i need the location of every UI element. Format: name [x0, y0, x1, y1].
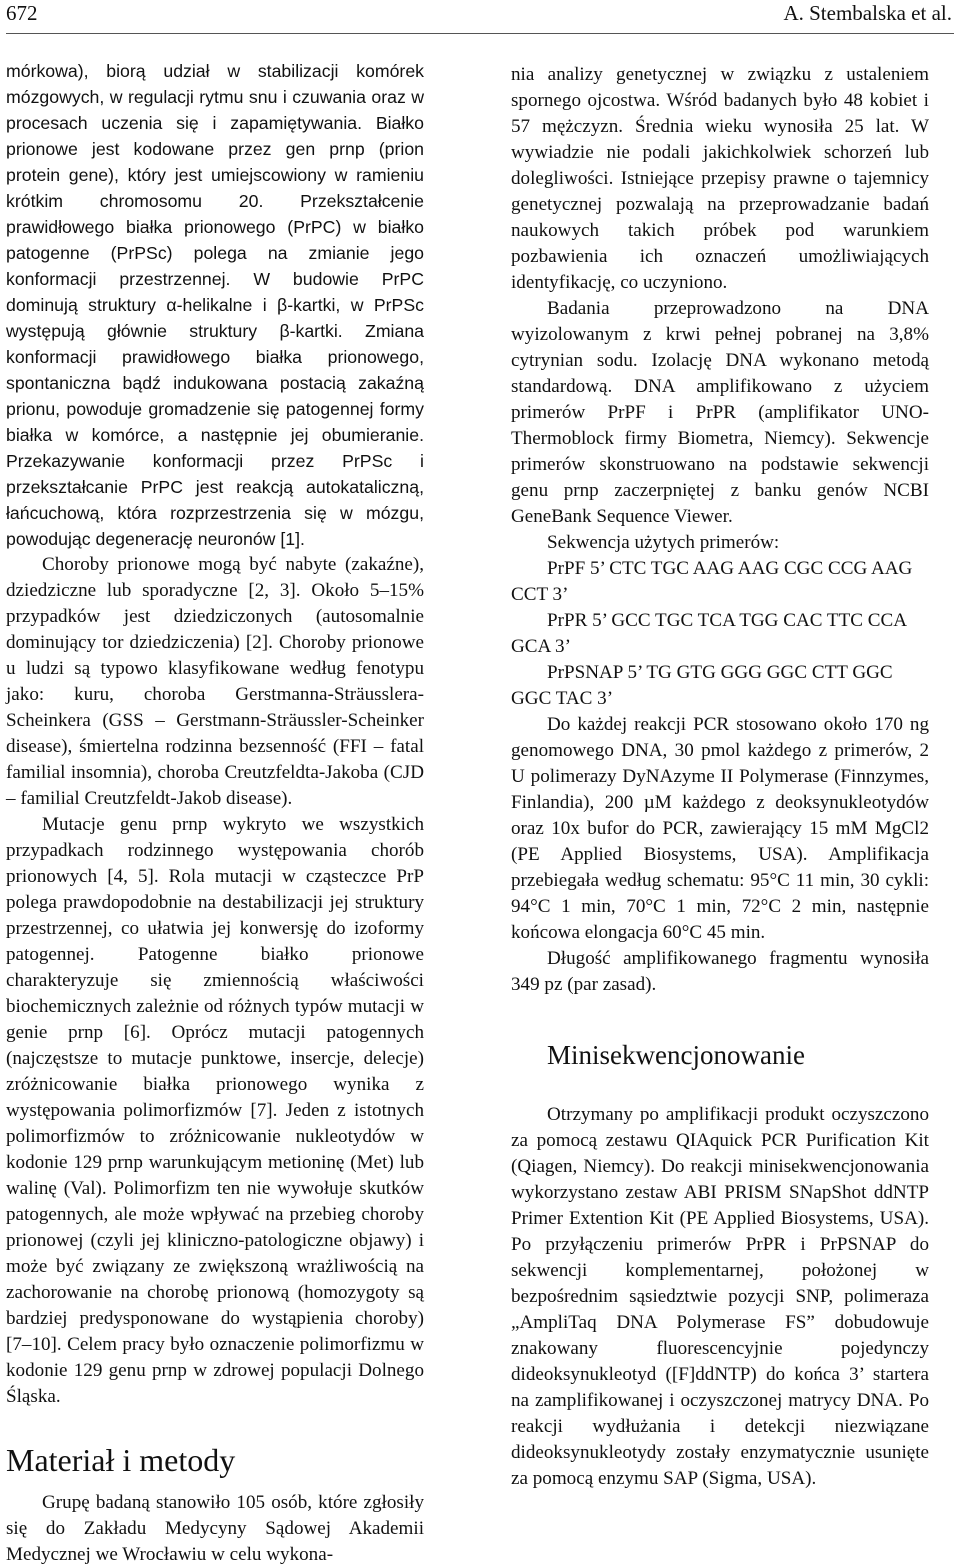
- running-head: A. Stembalska et al.: [783, 1, 952, 25]
- primer-sequence: PrPSNAP 5’ TG GTG GGG GGC CTT GGC GGC TAC 3’: [511, 662, 893, 709]
- body-paragraph: Otrzymany po amplifikacji produkt oczyszczono za pomocą zestawu QIAquick PCR Purification Kit (Qiagen, Niemcy). Do reakcji minisekwencjonowania wykorzystano zestaw ABI PRISM SNapShot ddNTP Primer Extention Kit (PE Applied Biosystems, USA). Po przyłączeniu primerów PrPR i PrPSNAP do sekwencji komplementarnej, położonej w bezpośrednim sąsiedztwie pozycji SNP, polimeraza „AmpliTaq DNA Polymerase FS” dobudowuje znakowany fluorescencyjnie pojedynczy dideoksynukleotyd ([F]ddNTP) do końca 3’ startera na zamplifikowanej i oczyszczonej matrycy DNA. Po reakcji wydłużania i detekcji niezwiązane dideoksynukleotydy zostały enzymatycznie usunięte za pomocą enzymu SAP (Sigma, USA).: [511, 1104, 929, 1489]
- primer-sequence: PrPR 5’ GCC TGC TCA TGG CAC TTC CCA GCA 3’: [511, 610, 906, 657]
- page-header: [0, 0, 960, 34]
- body-paragraph: Sekwencja użytych primerów:: [547, 532, 780, 553]
- header-rule: [6, 33, 954, 34]
- right-column: [511, 62, 929, 1492]
- section-heading: Materiał i metody: [6, 1442, 236, 1478]
- body-paragraph: Badania przeprowadzono na DNA wyizolowanym z krwi pełnej pobranej na 3,8% cytrynian sodu. Izolację DNA wykonano metodą standardową. DNA amplifikowano z użyciem primerów PrPF i PrPR (amplifikator UNO-Thermoblock firmy Biometra, Niemcy). Sekwencje primerów skonstruowano na podstawie sekwencji genu prnp zaczerpniętej z banku genów NCBI GeneBank Sequence Viewer.: [511, 298, 929, 527]
- body-paragraph: Długość amplifikowanego fragmentu wynosiła 349 pz (par zasad).: [511, 948, 929, 995]
- section-heading: Minisekwencjonowanie: [547, 1040, 805, 1070]
- body-paragraph: Mutacje genu prnp wykryto we wszystkich przypadkach rodzinnego występowania chorób prionowych [4, 5]. Rola mutacji w cząsteczce PrP polega prawdopodobnie na destabilizacji jej struktury przestrzennej, co ułatwia jej konwersję do izoformy patogennej. Patogenne białko prionowe charakteryzuje się zmiennością właściwości biochemicznych zależnie od różnych typów mutacji w genie prnp [6]. Oprócz mutacji patogennych (najczęstsze to mutacje punktowe, insercje, delecje) zróżnicowanie białka prionowego wynika z występowania polimorfizmów [7]. Jeden z istotnych polimorfizmów to zróżnicowanie nukleotydów w kodonie 129 prnp warunkującym metioninę (Met) lub walinę (Val). Polimorfizm ten nie wywołuje skutków patogennych, ale może wpływać na przebieg choroby prionowej (czyli jej kliniczno-patologiczne objawy) i może być związany ze zwiększoną wrażliwością na zachorowanie na chorobę prionową (homozygoty są bardziej predysponowane do wystąpienia choroby) [7–10]. Celem pracy było oznaczenie polimorfizmu w kodonie 129 genu prnp w zdrowej populacji Dolnego Śląska.: [6, 814, 424, 1407]
- body-paragraph: nia analizy genetycznej w związku z ustaleniem spornego ojcostwa. Wśród badanych było 48 kobiet i 57 mężczyzn. Średnia wieku wynosiła 25 lat. W wywiadzie nie podali jakichkolwiek schorzeń lub dolegliwości. Istniejące przepisy prawne o tajemnicy genetycznej pozwalają na przeprowadzanie badań naukowych takich próbek pod warunkiem pozbawienia ich oznaczeń umożliwiających identyfikację, co uczyniono.: [511, 64, 929, 293]
- body-paragraph: Grupę badaną stanowiło 105 osób, które zgłosiły się do Zakładu Medycyny Sądowej Akademii Medycznej we Wrocławiu w celu wykona-: [6, 1492, 424, 1565]
- body-paragraph: Do każdej reakcji PCR stosowano około 170 ng genomowego DNA, 30 pmol każdego z primerów, 2 U polimerazy DyNAzyme II Polymerase (Finnzymes, Finlandia), 200 µM każdego z deoksynukleotydów oraz 10x bufor do PCR, zawierający 15 mM MgCl2 (PE Applied Biosystems, USA). Amplifikacja przebiegała według schematu: 95°C 11 min, 30 cykli: 94°C 1 min, 70°C 1 min, 72°C 2 min, następnie końcowa elongacja 60°C 45 min.: [511, 714, 929, 943]
- left-column: [6, 58, 424, 1568]
- body-paragraph: mórkowa), biorą udział w stabilizacji komórek mózgowych, w regulacji rytmu snu i czuwania oraz w procesach uczenia się i zapamiętywania. Białko prionowe jest kodowane przez gen prnp (prion protein gene), który jest umiejscowiony w ramieniu krótkim chromosomu 20. Przekształcenie prawidłowego białka prionowego (PrPC) w białko patogenne (PrPSc) polega na zmianie jego konformacji przestrzennej. W budowie PrPC dominują struktury α-helikalne i β-kartki, w PrPSc występują głównie struktury β-kartki. Zmiana konformacji prawidłowego białka prionowego, spontaniczna bądź indukowana postacią zakaźną prionu, powoduje gromadzenie się patogennej formy białka w komórce, a następnie jej obumieranie. Przekazywanie konformacji przez PrPSc i przekształcanie PrPC jest reakcją autokataliczną, łańcuchową, która rozprzestrzenia się w mózgu, powodując degenerację neuronów [1].: [6, 61, 424, 549]
- primer-sequence: PrPF 5’ CTC TGC AAG AAG CGC CCG AAG CCT 3’: [511, 558, 913, 605]
- page-number: 672: [6, 1, 38, 25]
- body-paragraph: Choroby prionowe mogą być nabyte (zakaźne), dziedziczne lub sporadyczne [2, 3]. Około 5–15% przypadków jest dziedziczonych (autosomalnie dominujący tor dziedziczenia) [2]. Choroby prionowe u ludzi są typowo klasyfikowane według fenotypu jako: kuru, choroba Gerstmanna-Sträusslera-Scheinkera (GSS – Gerstmann-Sträussler-Scheinker disease), śmiertelna rodzinna bezsenność (FFI – fatal familial insomnia), choroba Creutzfeldta-Jakoba (CJD – familial Creutzfeldt-Jakob disease).: [6, 554, 424, 809]
